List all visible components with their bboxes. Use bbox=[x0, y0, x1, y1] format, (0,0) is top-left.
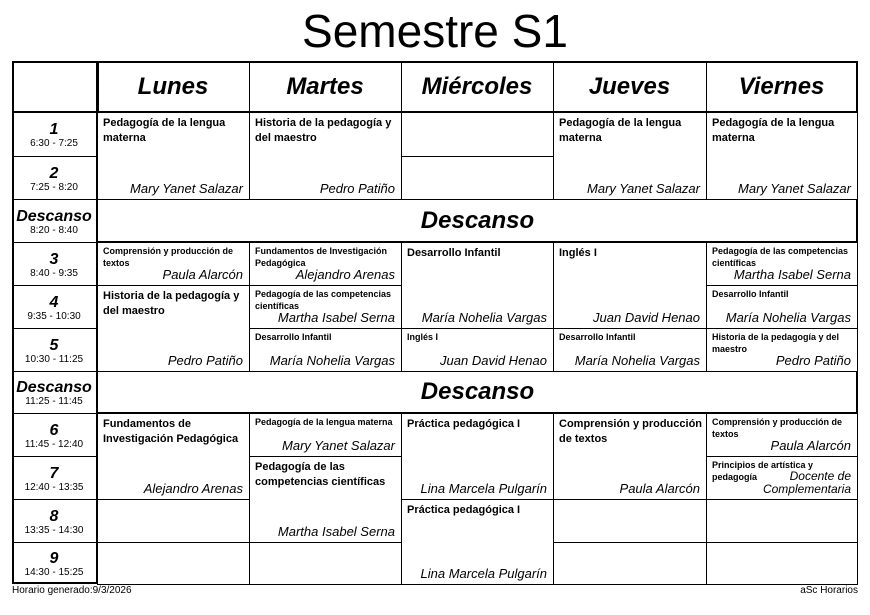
period-label bbox=[12, 285, 96, 328]
lesson-teacher: Martha Isabel Serna bbox=[277, 310, 395, 325]
break-row: Descanso bbox=[97, 371, 858, 413]
period-label bbox=[12, 112, 96, 156]
lesson-teacher: Mary Yanet Salazar bbox=[587, 181, 700, 196]
lesson-teacher: Paula Alarcón bbox=[770, 438, 851, 453]
period-number: 7 bbox=[49, 464, 59, 482]
period-number: 6 bbox=[49, 421, 59, 439]
lesson-teacher: Mary Yanet Salazar bbox=[282, 438, 395, 453]
lesson-teacher: Mary Yanet Salazar bbox=[130, 181, 243, 196]
empty-cell bbox=[97, 542, 250, 585]
lesson-teacher: Martha Isabel Serna bbox=[277, 524, 395, 539]
period-time: 7:25 - 8:20 bbox=[30, 181, 78, 193]
lesson-subject: Desarrollo Infantil bbox=[559, 332, 636, 342]
lesson-teacher: María Nohelia Vargas bbox=[725, 310, 851, 325]
day-header-4: Jueves bbox=[588, 72, 671, 100]
lesson-subject: Pedagogía de las competencias científicas bbox=[255, 461, 386, 488]
period-label bbox=[12, 156, 96, 199]
period-time: 11:45 - 12:40 bbox=[24, 438, 84, 450]
lesson-teacher: Paula Alarcón bbox=[162, 267, 243, 282]
lesson-subject: Historia de la pedagogía y del maestro bbox=[712, 332, 840, 354]
lesson-teacher: Pedro Patiño bbox=[775, 353, 851, 368]
lesson-subject: Desarrollo Infantil bbox=[712, 289, 789, 299]
lesson-cell bbox=[401, 242, 554, 329]
lesson-cell bbox=[706, 112, 858, 200]
period-label bbox=[12, 413, 96, 456]
app-credit: aSc Horarios bbox=[800, 585, 858, 596]
period-number: 5 bbox=[49, 336, 59, 354]
timetable-grid bbox=[12, 61, 858, 584]
lesson-subject: Principios de artística y pedagogía bbox=[712, 460, 814, 482]
lesson-subject: Desarrollo Infantil bbox=[255, 332, 332, 342]
lesson-teacher: María Nohelia Vargas bbox=[574, 353, 700, 368]
lesson-teacher: Pedro Patiño bbox=[319, 181, 395, 196]
lesson-subject: Pedagogía de las competencias científicas bbox=[712, 246, 849, 268]
lesson-teacher: María Nohelia Vargas bbox=[421, 310, 547, 325]
period-label bbox=[12, 371, 96, 413]
lesson-subject: Pedagogía de la lengua materna bbox=[559, 117, 682, 144]
lesson-teacher: Juan David Henao bbox=[440, 353, 547, 368]
period-number: 3 bbox=[49, 250, 59, 268]
lesson-cell bbox=[97, 413, 250, 500]
day-header-5: Viernes bbox=[738, 72, 825, 100]
period-number: 1 bbox=[49, 121, 59, 138]
empty-cell bbox=[706, 499, 858, 543]
lesson-cell bbox=[706, 456, 858, 500]
lesson-teacher: Pedro Patiño bbox=[167, 353, 243, 368]
period-time: 13:35 - 14:30 bbox=[24, 524, 84, 536]
empty-cell bbox=[401, 112, 554, 157]
lesson-teacher: Juan David Henao bbox=[593, 310, 700, 325]
empty-cell bbox=[97, 499, 250, 543]
lesson-cell bbox=[706, 328, 858, 372]
period-label bbox=[12, 328, 96, 371]
period-label bbox=[12, 456, 96, 499]
empty-cell bbox=[706, 542, 858, 585]
lesson-cell bbox=[249, 242, 402, 286]
lesson-teacher: Alejandro Arenas bbox=[143, 481, 243, 496]
generated-date: Horario generado:9/3/2026 bbox=[12, 585, 132, 596]
lesson-cell bbox=[249, 285, 402, 329]
lesson-cell bbox=[401, 499, 554, 585]
period-number: 8 bbox=[49, 507, 59, 525]
break-row: Descanso bbox=[97, 199, 858, 242]
lesson-cell bbox=[553, 242, 707, 329]
period-time: 9:35 - 10:30 bbox=[27, 310, 81, 322]
lesson-subject: Pedagogía de las competencias científicas bbox=[255, 289, 392, 311]
lesson-subject: Práctica pedagógica I bbox=[407, 504, 521, 516]
lesson-cell bbox=[553, 112, 707, 200]
lesson-cell bbox=[249, 456, 402, 543]
period-time: 6:30 - 7:25 bbox=[30, 138, 78, 149]
period-number: 9 bbox=[49, 550, 59, 567]
lesson-subject: Comprensión y producción de textos bbox=[559, 418, 703, 445]
period-number: Descanso bbox=[16, 379, 92, 396]
period-time: 8:20 - 8:40 bbox=[30, 224, 78, 236]
period-number: Descanso bbox=[16, 207, 92, 225]
lesson-cell bbox=[706, 242, 858, 286]
lesson-teacher: Docente de Complementaria bbox=[762, 469, 851, 496]
lesson-cell bbox=[706, 413, 858, 457]
lesson-cell bbox=[553, 413, 707, 500]
lesson-cell bbox=[97, 242, 250, 286]
lesson-subject: Comprensión y producción de textos bbox=[712, 417, 843, 439]
lesson-subject: Pedagogía de la lengua materna bbox=[255, 417, 393, 427]
period-time: 14:30 - 15:25 bbox=[24, 567, 84, 578]
lesson-cell bbox=[97, 112, 250, 200]
period-time: 12:40 - 13:35 bbox=[24, 481, 84, 493]
lesson-teacher: Lina Marcela Pulgarín bbox=[420, 481, 547, 496]
lesson-cell bbox=[401, 413, 554, 500]
lesson-cell bbox=[553, 328, 707, 372]
empty-cell bbox=[401, 156, 554, 200]
period-label bbox=[12, 542, 96, 584]
period-number: 2 bbox=[49, 164, 59, 182]
lesson-teacher: Lina Marcela Pulgarín bbox=[420, 566, 547, 581]
period-time: 10:30 - 11:25 bbox=[24, 353, 84, 365]
period-label bbox=[12, 242, 96, 285]
period-number: 4 bbox=[49, 293, 59, 311]
empty-cell bbox=[553, 542, 707, 585]
period-label bbox=[12, 499, 96, 542]
lesson-subject: Inglés I bbox=[407, 332, 439, 342]
empty-cell bbox=[553, 499, 707, 543]
lesson-subject: Inglés I bbox=[559, 247, 597, 259]
period-label bbox=[12, 199, 96, 242]
day-header-3: Miércoles bbox=[421, 72, 533, 100]
lesson-subject: Desarrollo Infantil bbox=[407, 247, 501, 259]
lesson-teacher: Paula Alarcón bbox=[619, 481, 700, 496]
lesson-subject: Fundamentos de Investigación Pedagógica bbox=[103, 418, 239, 445]
lesson-subject: Historia de la pedagogía y del maestro bbox=[103, 290, 240, 317]
day-header-2: Martes bbox=[286, 72, 364, 100]
lesson-teacher: María Nohelia Vargas bbox=[269, 353, 395, 368]
lesson-cell bbox=[249, 112, 402, 200]
lesson-cell bbox=[249, 328, 402, 372]
lesson-cell bbox=[97, 285, 250, 372]
period-time: 11:25 - 11:45 bbox=[25, 396, 83, 407]
lesson-teacher: Martha Isabel Serna bbox=[733, 267, 851, 282]
lesson-teacher: Alejandro Arenas bbox=[295, 267, 395, 282]
lesson-subject: Práctica pedagógica I bbox=[407, 418, 521, 430]
lesson-cell bbox=[706, 285, 858, 329]
day-header-1: Lunes bbox=[137, 72, 209, 100]
lesson-subject: Historia de la pedagogía y del maestro bbox=[255, 117, 392, 144]
lesson-teacher: Mary Yanet Salazar bbox=[738, 181, 851, 196]
lesson-subject: Comprensión y producción de textos bbox=[103, 246, 234, 268]
period-time: 8:40 - 9:35 bbox=[30, 267, 78, 279]
lesson-cell bbox=[401, 328, 554, 372]
lesson-cell bbox=[249, 413, 402, 457]
lesson-subject: Pedagogía de la lengua materna bbox=[712, 117, 835, 144]
lesson-subject: Fundamentos de Investigación Pedagógica bbox=[255, 246, 388, 268]
lesson-subject: Pedagogía de la lengua materna bbox=[103, 117, 226, 144]
page-title: Semestre S1 bbox=[302, 5, 568, 57]
empty-cell bbox=[249, 542, 402, 585]
